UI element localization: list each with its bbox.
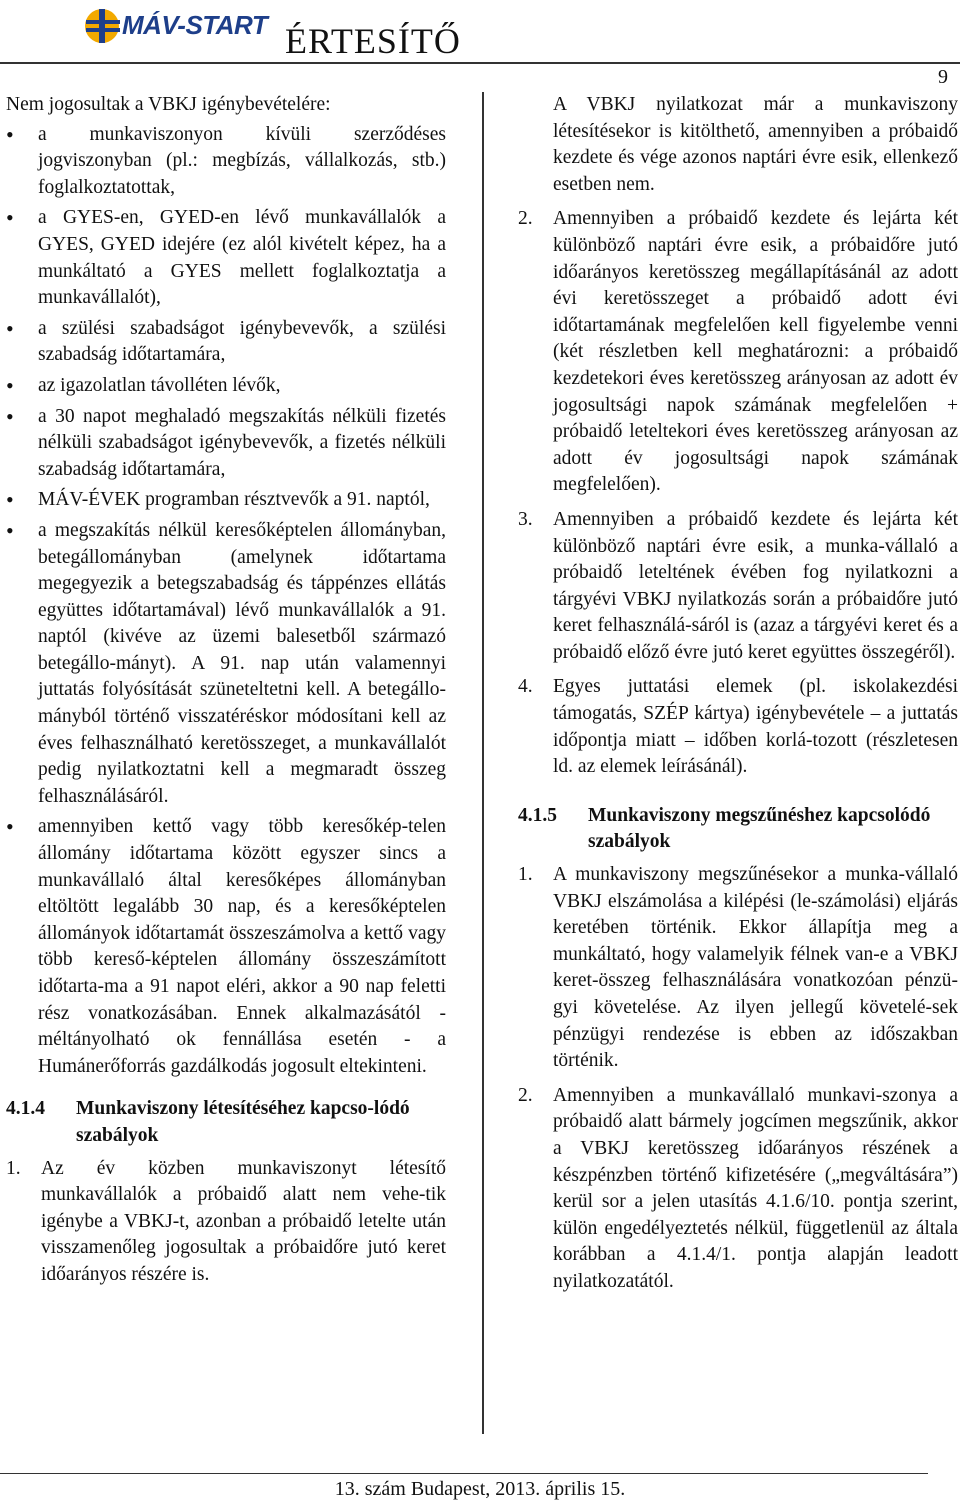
list-item bbox=[518, 206, 958, 499]
section-number: 4.1.5 bbox=[518, 804, 557, 826]
intro-text: Nem jogosultak a VBKJ igénybevételére: bbox=[6, 94, 331, 115]
item-number: 3. bbox=[518, 508, 533, 530]
list-item: • a munkaviszonyon kívüli szerződéses jogviszonyban (pl.: megbízás, vállalkozás, stb.) foglalkoztatottak, bbox=[6, 122, 446, 202]
numbered-list bbox=[518, 862, 958, 1296]
left-column bbox=[6, 92, 446, 1297]
section-title: Munkaviszony megszűnéshez kapcsolódó szabályok bbox=[588, 804, 931, 853]
item-text: Amennyiben a próbaidő kezdete és lejárta két különböző naptári évre esik, a próbaidőre jutó időarányos keretösszeg megállapításánál az adott évi keretösszeget a próbaidő adott évi időtartamának megfelelően kell figyelembe venni (két részletben kell meghatározni: a próbaidő kezdetekori éves keretösszeg arányosan az adott év jogosultsági napok számának megfelelően + próbaidő leteltekori éves keretösszeg arányosan az adott év jogosultsági napok számának megfelelően). bbox=[553, 208, 958, 496]
section-number: 4.1.4 bbox=[6, 1098, 45, 1120]
column-divider bbox=[482, 92, 484, 1434]
list-item bbox=[518, 1083, 958, 1296]
item-number: 2. bbox=[518, 208, 533, 230]
list-item: • a GYES-en, GYED-en lévő munkavállalók a GYES, GYED idejére (ez alól kivételt képez, ha a munkáltató a GYES mellett foglalkoztatja a munkavállalót), bbox=[6, 205, 446, 311]
numbered-list bbox=[6, 1156, 446, 1289]
footer-divider bbox=[0, 1473, 928, 1474]
list-item bbox=[518, 507, 958, 667]
page-header bbox=[0, 0, 960, 70]
logo-text: MÁV-START bbox=[122, 10, 268, 40]
item-number: 1. bbox=[6, 1157, 21, 1179]
list-item: • a 30 napot meghaladó megszakítás nélküli fizetés nélküli szabadságot igénybevevők, a fizetés nélküli szabadság időtartamára, bbox=[6, 404, 446, 484]
item-text: Egyes juttatási elemek (pl. iskolakezdési támogatás, SZÉP kártya) igénybevétele – a juttatás időpontja miatt – időben korlá-tozott (részletesen ld. az elemek leírásánál). bbox=[553, 676, 958, 778]
section-title: Munkaviszony létesítéséhez kapcso-lódó szabályok bbox=[76, 1098, 410, 1146]
mav-start-logo bbox=[82, 6, 268, 50]
section-heading-4-1-4 bbox=[6, 1096, 446, 1149]
section-heading-4-1-5 bbox=[518, 803, 958, 856]
item-number: 4. bbox=[518, 676, 533, 698]
list-item: • a szülési szabadságot igénybevevők, a szülési szabadság időtartamára, bbox=[6, 316, 446, 369]
footer-issue-date: 13. szám Budapest, 2013. április 15. bbox=[334, 1478, 626, 1500]
item-number: 1. bbox=[518, 864, 533, 886]
item-text: A munkaviszony megszűnésekor a munka-vállaló VBKJ elszámolása a kilépési (le-számolási) eljárás keretében történik. Ekkor állapítja meg a munkáltató, hogy valamelyik félnek van-e a VBKJ keret-összeg felhasználására vonatkozóan pénzü-gyi követelése. Az ilyen jellegű követelé-sek pénzügyi rendezése is ebben az időszakban történik. bbox=[553, 864, 958, 1072]
list-item: • az igazolatlan távolléten lévők, bbox=[6, 373, 446, 400]
logo-emblem-icon bbox=[82, 6, 126, 46]
numbered-list bbox=[518, 206, 958, 780]
item-text: Amennyiben a munkavállaló munkavi-szonya a próbaidő alatt bármely jogcímen megszűnik, akkor a VBKJ keretösszeg időarányos részének a készpénzben történő kifizetésére („megváltására”) kerül sor a jelen utasítás 4.1.6/10. pontja szerint, külön engedélyeztetés nélkül, függetlenül az általa korábban a 4.1.4/1. pontja alapján leadott nyilatkozatától. bbox=[553, 1084, 958, 1292]
publication-title: ÉRTESÍTŐ bbox=[285, 21, 461, 61]
item-number: 2. bbox=[518, 1084, 533, 1106]
page-number: 9 bbox=[938, 66, 948, 88]
item-text: Az év közben munkaviszonyt létesítő munkavállalók a próbaidő alatt nem vehe-tik igénybe a VBKJ-t, azonban a próbaidő letelte után visszamenőleg jogosultak a próbaidőre jutó keret időarányos részére is. bbox=[41, 1157, 446, 1285]
list-item bbox=[518, 674, 958, 780]
exclusion-list bbox=[6, 122, 446, 1081]
list-item bbox=[6, 1156, 446, 1289]
header-divider bbox=[0, 62, 960, 64]
list-item: • amennyiben kettő vagy több keresőkép-telen állomány időtartama között egyszer sincs a munkavállaló által keresőképes állományban eltöltött legalább 30 nap, és a keresőképtelen állományok időtartamát összeszámolva a kettő vagy több kereső-képtelen állomány összeszámított időtarta-ma a 91 napot eléri, akkor a 90 nap feletti rész vonatkozásában. Ennek alkalmazásától - méltányolható ok fennállása esetén - a Humánerőforrás gazdálkodás jogosult eltekinteni. bbox=[6, 814, 446, 1080]
continuation-text: A VBKJ nyilatkozat már a munkaviszony létesítésekor is kitölthető, amennyiben a próbaidő kezdete és vége azonos naptári évre esik, ellenkező esetben nem. bbox=[553, 94, 958, 195]
item-text: Amennyiben a próbaidő kezdete és lejárta két különböző naptári évre esik, a munka-vállaló a próbaidő leteltének évében fog nyilatkozni a tárgyévi VBKJ nyilatkozás során a próbaidőre jutó keret felhasználá-sáról is (azaz a tárgyévi keret és a próbaidő előző évre jutó keret együttes összegéről). bbox=[553, 508, 958, 663]
list-item: • a megszakítás nélkül keresőképtelen állományban, betegállományban (amelynek időtartama megegyezik a betegszabadság és táppénzes ellátás együttes időtartamával) lévő munkavállalók a 91. naptól (kivéve az üzemi balesetből származó betegállo-mányt). A 91. nap után valamennyi juttatás folyósítását szüneteltetni kell. A betegállo-mányból történő visszatéréskor módosítani kell az éves felhasználható keretösszeget, a munkavállalót pedig nyilatkoztatni kell a megmaradt összeg felhasználásáról. bbox=[6, 518, 446, 811]
right-column bbox=[518, 92, 958, 1304]
list-item: • MÁV-ÉVEK programban résztvevők a 91. naptól, bbox=[6, 487, 446, 514]
list-item bbox=[518, 862, 958, 1075]
